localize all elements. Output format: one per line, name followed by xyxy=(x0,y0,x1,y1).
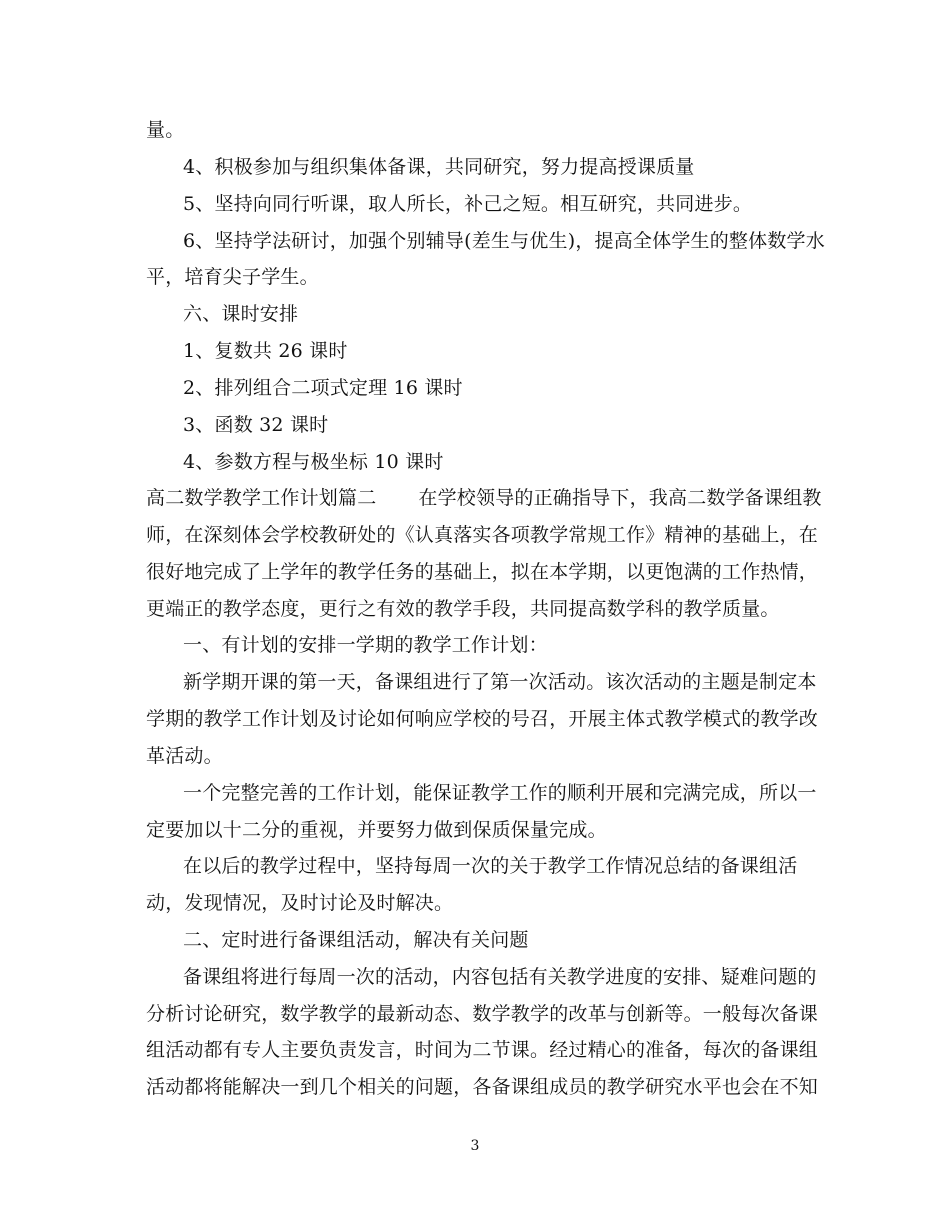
article-title: 高二数学教学工作计划篇二 xyxy=(146,487,377,509)
text-line: 6、坚持学法研讨，加强个别辅导(差生与优生)，提高全体学生的整体数学水 xyxy=(183,230,825,252)
text-line: 1、复数共 26 课时 xyxy=(183,340,348,362)
text-line: 学期的教学工作计划及讨论如何响应学校的号召，开展主体式教学模式的教学改 xyxy=(146,708,819,730)
text-line: 师，在深刻体会学校教研处的《认真落实各项教学常规工作》精神的基础上，在 xyxy=(146,524,819,546)
text-line: 新学期开课的第一天，备课组进行了第一次活动。该次活动的主题是制定本 xyxy=(183,671,817,693)
text-line: 定要加以十二分的重视，并要努力做到保质保量完成。 xyxy=(146,819,607,841)
section-heading: 一、有计划的安排一学期的教学工作计划： xyxy=(183,634,548,656)
section-heading: 二、定时进行备课组活动，解决有关问题 xyxy=(183,929,529,951)
text-line: 5、坚持向同行听课，取人所长，补己之短。相互研究，共同进步。 xyxy=(183,193,753,215)
section-heading: 六、课时安排 xyxy=(183,303,299,325)
text-line: 量。 xyxy=(146,119,185,141)
text-line: 更端正的教学态度，更行之有效的教学手段，共同提高数学科的教学质量。 xyxy=(146,598,780,620)
text-line: 平，培育尖子学生。 xyxy=(146,266,319,288)
text-line: 4、参数方程与极坐标 10 课时 xyxy=(183,451,444,473)
article-title-line xyxy=(146,486,822,510)
text-line: 在以后的教学过程中，坚持每周一次的关于教学工作情况总结的备课组活 xyxy=(183,855,798,877)
text-line: 动，发现情况，及时讨论及时解决。 xyxy=(146,892,454,914)
text-line: 很好地完成了上学年的教学任务的基础上，拟在本学期，以更饱满的工作热情， xyxy=(146,561,819,583)
text-line: 4、积极参加与组织集体备课，共同研究，努力提高授课质量 xyxy=(183,156,695,178)
text-line: 一个完整完善的工作计划，能保证教学工作的顺利开展和完满完成，所以一 xyxy=(183,782,817,804)
text-line: 2、排列组合二项式定理 16 课时 xyxy=(183,377,463,399)
text-line: 组活动都有专人主要负责发言，时间为二节课。经过精心的准备，每次的备课组 xyxy=(146,1039,819,1061)
text-line: 分析讨论研究，数学教学的最新动态、数学教学的改革与创新等。一般每次备课 xyxy=(146,1003,819,1025)
page-number: 3 xyxy=(470,1138,480,1154)
text-line: 革活动。 xyxy=(146,745,223,767)
text-line: 3、函数 32 课时 xyxy=(183,414,329,436)
text-line: 备课组将进行每周一次的活动，内容包括有关教学进度的安排、疑难问题的 xyxy=(183,966,817,988)
text-line: 在学校领导的正确指导下，我高二数学备课组教 xyxy=(418,487,822,509)
text-line: 活动都将能解决一到几个相关的问题，各备课组成员的教学研究水平也会在不知 xyxy=(146,1076,819,1098)
